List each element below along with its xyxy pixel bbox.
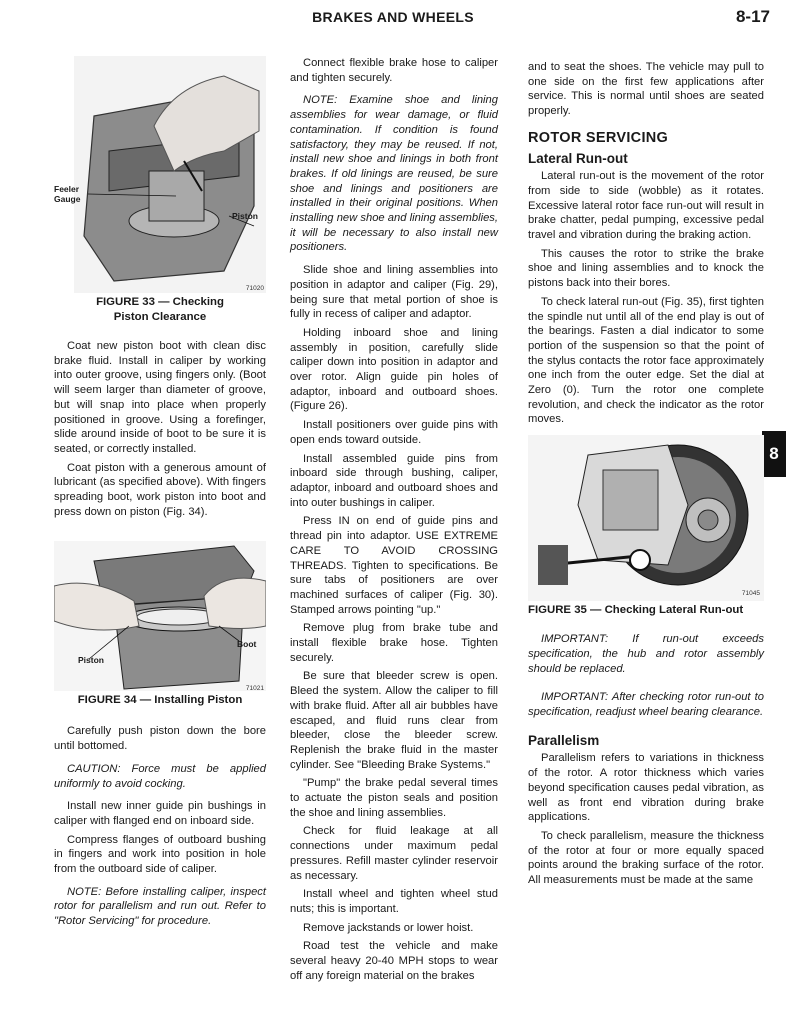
important-paragraph: IMPORTANT: If run-out exceeds specification, the hub and rotor assembly should be replaced. <box>528 633 764 675</box>
paragraph: Slide shoe and lining assemblies into position in adaptor and caliper (Fig. 29), being sure that metal portion of shoe is fully in recess of caliper and adaptor. <box>290 264 498 321</box>
figure-33-caption: FIGURE 33 — Checking Piston Clearance <box>96 296 224 323</box>
paragraph: Remove jackstands or lower hoist. <box>303 921 474 934</box>
column-3 <box>528 60 764 892</box>
figure-33 <box>54 56 266 293</box>
figure-34 <box>54 541 266 691</box>
figure-34-illustration <box>54 541 266 691</box>
paragraph: Be sure that bleeder screw is open. Bleed the system. Allow the caliper to fill with brake fluid. After all air bubbles have escaped, and fluid runs clear from bleeder, close the bleeder screw. Replenish the brake fluid in the master cylinder. See "Bleeding Brake Systems." <box>290 670 498 771</box>
paragraph: Install new inner guide pin bushings in caliper with flanged end on inboard side. <box>54 800 266 827</box>
paragraph: This causes the rotor to strike the brake shoe and lining assemblies and to knock the pistons back into their bores. <box>528 247 764 290</box>
note-paragraph: NOTE: Before installing caliper, inspect rotor for parallelism and run out. Refer to "Rotor Servicing" for procedure. <box>54 885 266 928</box>
figure-34-label-piston: Piston <box>78 655 104 666</box>
paragraph: Install wheel and tighten wheel stud nuts; this is important. <box>290 888 498 915</box>
paragraph: Lateral run-out is the movement of the rotor from side to side (wobble) as it rotates. Excessive lateral rotor face run-out will result in brake chatter, pedal pumping, excessive pedal travel and vibration during the braking action. <box>528 170 764 242</box>
figure-35-number: 71045 <box>741 590 760 598</box>
important-paragraph: IMPORTANT: After checking rotor run-out to specification, readjust wheel bearing clearance. <box>528 691 764 718</box>
paragraph: Install assembled guide pins from inboard side through bushing, caliper, adaptor, inboard and outboard shoes and into outer bushings in caliper. <box>290 452 498 509</box>
paragraph: To check parallelism, measure the thickness of the rotor at four or more equally spaced points around the braking surface of the rotor. All measurements must be made at the same <box>528 829 764 887</box>
paragraph: Carefully push piston down the bore until bottomed. <box>54 725 266 753</box>
label-feeler: Feeler <box>54 184 80 194</box>
paragraph: Holding inboard shoe and lining assembly in position, carefully slide caliper down into position in adaptor and over rotor. Align guide pin holes of adaptor, inboard and outboard shoes. (Figure 26). <box>290 326 498 413</box>
paragraph: Road test the vehicle and make several heavy 20-40 MPH stops to wear off any foreign material on the brakes <box>290 940 498 982</box>
paragraph: Press IN on end of guide pins and thread pin into adaptor. USE EXTREME CARE TO AVOID CROSSING THREADS. Tighten to specifications. Be sure tabs of positioners are over machined surfaces of caliper (Fig. 30). Stamped arrows pointing "up." <box>290 515 498 616</box>
label-gauge: Gauge <box>54 194 81 204</box>
heading-parallelism: Parallelism <box>528 732 600 748</box>
figure-35 <box>528 435 764 601</box>
column-2 <box>290 56 498 987</box>
figure-33-label-feeler-gauge <box>54 184 80 204</box>
paragraph: Remove plug from brake tube and install flexible brake hose. Tighten securely. <box>290 622 498 664</box>
figure-34-label-boot: Boot <box>237 639 257 650</box>
section-tab: 8 <box>762 431 786 477</box>
heading-lateral-run-out: Lateral Run-out <box>528 150 628 166</box>
paragraph: Connect flexible brake hose to caliper and tighten securely. <box>290 57 498 84</box>
figure-35-illustration <box>528 435 764 601</box>
figure-33-number: 71020 <box>245 285 264 292</box>
paragraph: Compress flanges of outboard bushing in fingers and work into position in hole from the outboard side of caliper. <box>54 833 266 876</box>
paragraph: Install positioners over guide pins with open ends toward outside. <box>290 419 498 446</box>
caution-paragraph: CAUTION: Force must be applied uniformly to avoid cocking. <box>54 762 266 790</box>
figure-35-caption: FIGURE 35 — Checking Lateral Run-out <box>528 604 744 617</box>
paragraph: "Pump" the brake pedal several times to actuate the piston seals and position the shoe and lining assemblies. <box>290 777 498 819</box>
paragraph: and to seat the shoes. The vehicle may pull to one side on the first few applications after service. This is normal until shoes are seated properly. <box>528 61 764 118</box>
paragraph: Check for fluid leakage at all connections under maximum pedal pressures. Refill master cylinder reservoir as necessary. <box>290 825 498 882</box>
note-paragraph: NOTE: Examine shoe and lining assemblies for wear damage, or fluid contamination. If condition is found satisfactory, they may be reused. If not, install new shoe and linings in both front brakes. If old linings are reused, be sure shoe and linings and positioners are installed in their original positions. When installing new shoe and lining assemblies, it will be necessary to also install new positioners. <box>290 94 498 254</box>
figure-34-number: 71021 <box>245 685 264 693</box>
paragraph: Coat new piston boot with clean disc brake fluid. Install in caliper by working into outer groove, using fingers only. (Boot will seem larger than diameter of groove, but will snap into place when properly positioned in groove. Using a forefinger, slide around inside of boot to be sure it is seated, or correctly installed. <box>54 340 266 455</box>
figure-34-caption: FIGURE 34 — Installing Piston <box>77 694 243 707</box>
column-1 <box>54 56 266 933</box>
figure-33-illustration <box>54 56 266 293</box>
paragraph: Parallelism refers to variations in thickness of the rotor. A rotor thickness which varies beyond specification causes pedal vibration, as well as front end vibration during brake applications. <box>528 752 764 824</box>
heading-rotor-servicing: ROTOR SERVICING <box>528 129 669 146</box>
paragraph: To check lateral run-out (Fig. 35), first tighten the spindle nut until all of the end play is out of the bearings. Fasten a dial indicator to some portion of the suspension so that the point of the stylus contacts the rotor face approximately one inch from the outer edge. Set the dial at Zero (0). Turn the rotor one complete revolution, and check the indicator as the rotor moves. <box>528 295 764 426</box>
page-number: 8-17 <box>735 7 770 26</box>
figure-33-label-piston: Piston <box>232 211 258 221</box>
running-header-title: BRAKES AND WHEELS <box>312 9 474 25</box>
paragraph: Coat piston with a generous amount of lubricant (as specified above). With fingers spreading boot, work piston into boot and press down on piston (Fig. 34). <box>54 461 266 518</box>
